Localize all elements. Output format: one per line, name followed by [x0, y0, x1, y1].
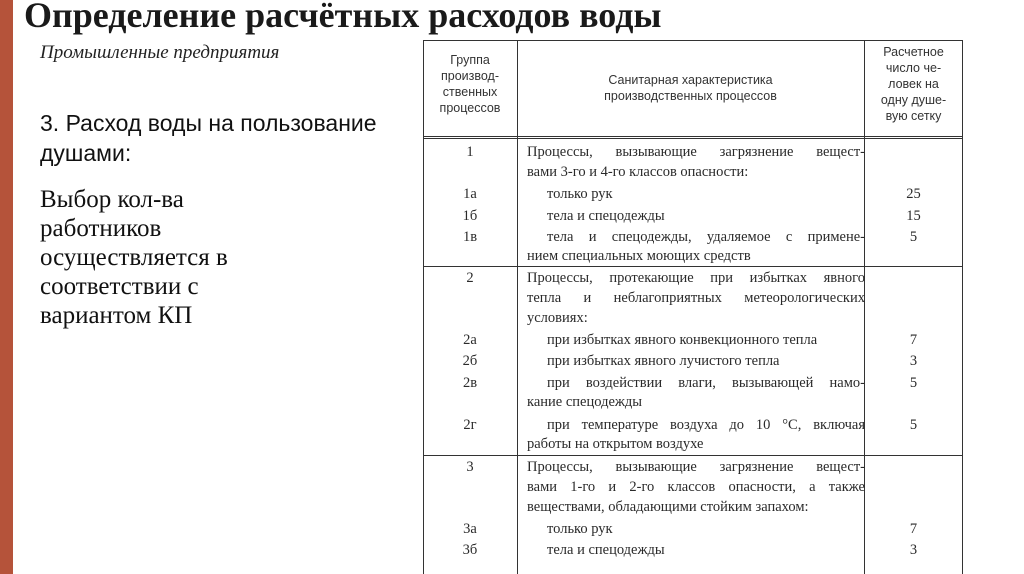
- header-count-line: ловек на: [888, 77, 939, 91]
- row-text: только рук: [547, 186, 613, 202]
- header-count: [864, 44, 963, 124]
- row-text: вами 1-го и 2-го классов опасности, а также: [527, 479, 865, 495]
- table-border-left: [423, 40, 424, 574]
- row-text: тепла и неблагоприятных метеорологических: [527, 290, 865, 306]
- group-number: 1б: [462, 208, 478, 224]
- row-value: 5: [909, 229, 918, 245]
- group-number: 3б: [462, 542, 478, 558]
- group-number: 2б: [462, 353, 478, 369]
- section-point: 3. Расход воды на пользование душами:: [40, 110, 377, 166]
- row-value: 25: [906, 186, 921, 202]
- accent-bar: [0, 0, 13, 574]
- row-text: при избытках явного лучистого тепла: [547, 353, 780, 369]
- group-number: 3а: [463, 521, 477, 537]
- row-text: тела и спецодежды: [547, 208, 665, 224]
- header-group-line: производ-: [440, 69, 500, 83]
- row-text: веществами, обладающими стойким запахом:: [527, 499, 809, 515]
- water-norms-table: [423, 40, 963, 574]
- group-divider: [423, 455, 963, 456]
- row-text: кание спецодежды: [527, 394, 643, 410]
- group-number: 2в: [462, 375, 478, 391]
- group-number: 2: [466, 270, 474, 286]
- group-number: 2а: [463, 332, 477, 348]
- table-border-top: [423, 40, 963, 41]
- row-value: 7: [909, 521, 918, 537]
- row-value: 5: [909, 375, 918, 391]
- header-characteristic: [517, 72, 864, 104]
- row-text: при избытках явного конвекционного тепла: [547, 332, 818, 348]
- row-text: при воздействии влаги, вызывающей намо-: [547, 375, 865, 391]
- row-text: Процессы, вызывающие загрязнение вещест-: [527, 144, 865, 160]
- row-text: условиях:: [527, 310, 588, 326]
- row-text: нием специальных моющих средств: [527, 248, 751, 264]
- row-text: тела и спецодежды: [547, 542, 665, 558]
- header-group-line: процессов: [439, 101, 501, 115]
- group-number: 1в: [462, 229, 478, 245]
- header-characteristic-line: производственных процессов: [604, 89, 777, 103]
- row-value: 5: [909, 417, 918, 433]
- section-description: Выбор кол-ва работников осуществляется в соответствии с вариантом КП: [40, 186, 228, 329]
- row-value: 3: [909, 353, 918, 369]
- header-group-line: ственных: [442, 85, 498, 99]
- group-number: 2г: [463, 417, 477, 433]
- page-title: Определение расчётных расходов воды: [24, 0, 662, 35]
- group-number: 1а: [463, 186, 477, 202]
- row-text: только рук: [547, 521, 613, 537]
- row-text: тела и спецодежды, удаляемое с примене-: [547, 229, 865, 245]
- header-count-line: число че-: [885, 61, 942, 75]
- group-number: 3: [466, 459, 474, 475]
- row-text: Процессы, вызывающие загрязнение вещест-: [527, 459, 865, 475]
- header-group-line: Группа: [450, 53, 490, 67]
- table-divider-group: [517, 40, 518, 574]
- row-value: 3: [909, 542, 918, 558]
- header-count-line: одну душе-: [880, 93, 947, 107]
- header-count-line: Расчетное: [883, 45, 944, 59]
- header-divider-double: [423, 138, 963, 139]
- page-subtitle: Промышленные предприятия: [40, 42, 280, 63]
- row-text: Процессы, протекающие при избытках явного: [527, 270, 865, 286]
- header-divider: [423, 136, 963, 137]
- group-number: 1: [466, 144, 474, 160]
- row-value: 15: [906, 208, 921, 224]
- header-count-line: вую сетку: [885, 109, 942, 123]
- row-text: при температуре воздуха до 10 °С, включая: [547, 417, 865, 433]
- header-group: [423, 52, 517, 116]
- row-text: вами 3-го и 4-го классов опасности:: [527, 164, 749, 180]
- row-value: 7: [909, 332, 918, 348]
- header-characteristic-line: Санитарная характеристика: [608, 73, 773, 87]
- row-text: работы на открытом воздухе: [527, 436, 704, 452]
